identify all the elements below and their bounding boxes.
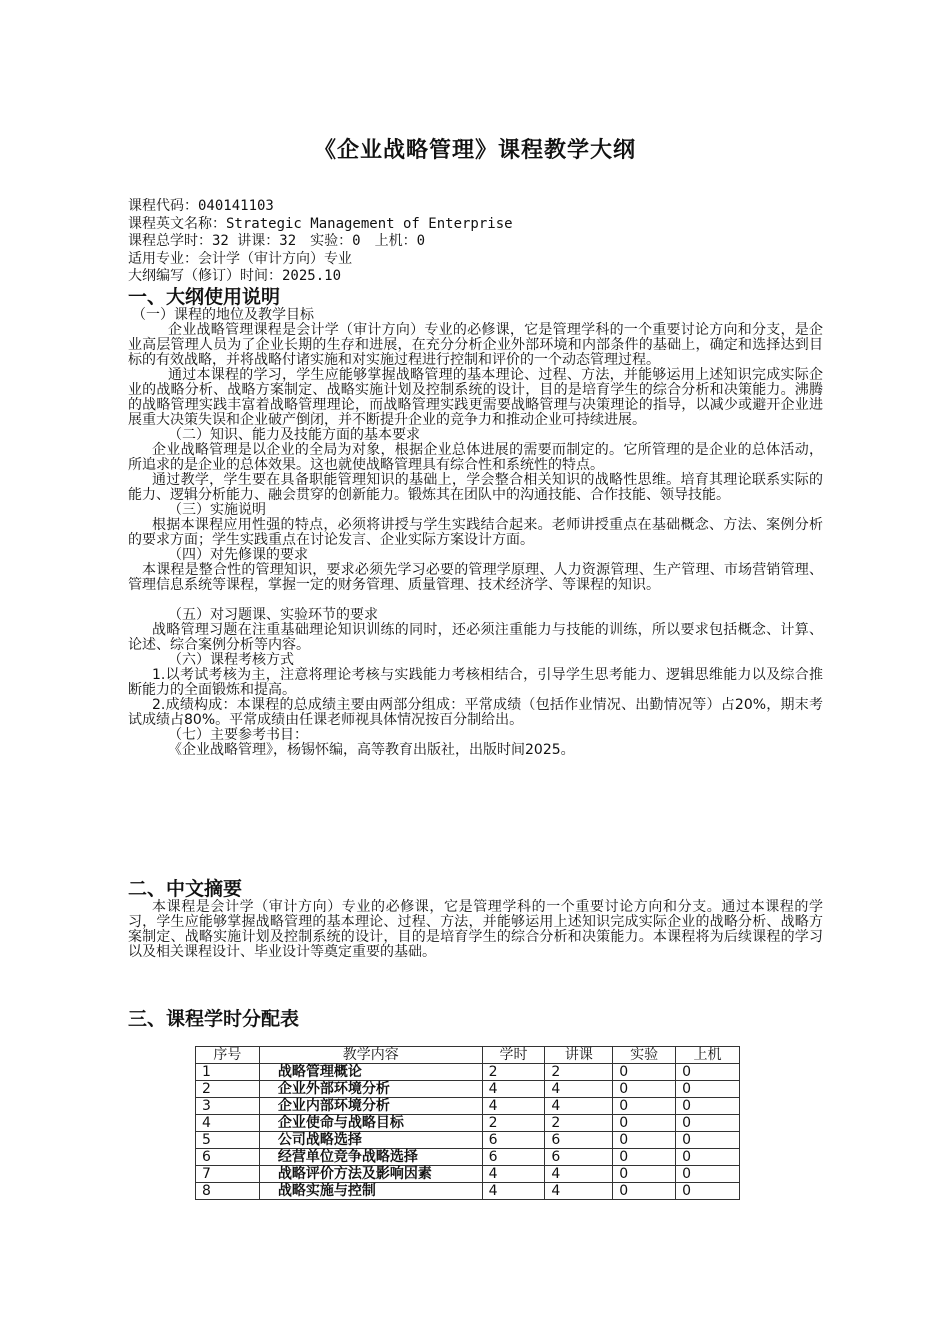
cell-content: 公司战略选择	[259, 1132, 482, 1149]
table-header-row	[196, 1047, 740, 1064]
table-row	[196, 1115, 740, 1132]
cell-content: 战略管理概论	[259, 1064, 482, 1081]
cell-content: 企业使命与战略目标	[259, 1115, 482, 1132]
cell-content: 企业外部环境分析	[259, 1081, 482, 1098]
subsection-2-paragraph-2: 通过教学，学生要在具备职能管理知识的基础上，学会整合相关知识的战略性思维。培育其理论联系实际的能力、逻辑分析能力、融会贯穿的创新能力。锻炼其在团队中的沟通技能、合作技能、领导技能。	[128, 472, 823, 503]
subsection-6-paragraph-1: 1.以考试考核为主，注意将理论考核与实践能力考核相结合，引导学生思考能力、逻辑思维能力以及综合推断能力的全面锻炼和提高。	[128, 667, 823, 698]
subsection-6-title: （六）课程考核方式	[168, 652, 294, 668]
table-row	[196, 1166, 740, 1183]
subsection-5-paragraph-1: 战略管理习题在注重基础理论知识训练的同时，还必须注重能力与技能的训练，所以要求包括概念、计算、论述、综合案例分析等内容。	[128, 622, 823, 653]
subsection-1-paragraph-1: 企业战略管理课程是会计学（审计方向）专业的必修课，它是管理学科的一个重要讨论方向和分支，是企业高层管理人员为了企业长期的生存和进展，在充分分析企业外部环境和内部条件的基础上，确定和选择达到目标的有效战略，并将战略付诸实施和对实施过程进行控制和评价的一个动态管理过程。	[128, 322, 823, 368]
course-hours: 课程总学时：32 讲课：32 实验：0 上机：0	[128, 233, 425, 250]
cell-lecture: 4	[545, 1166, 613, 1183]
cell-hours: 4	[482, 1081, 545, 1098]
cell-hours: 6	[482, 1149, 545, 1166]
header-computer: 上机	[676, 1047, 740, 1064]
subsection-4-paragraph-1: 本课程是整合性的管理知识，要求必须先学习必要的管理学原理、人力资源管理、生产管理、市场营销管理、管理信息系统等课程，掌握一定的财务管理、质量管理、技术经济学、等课程的知识。	[128, 562, 823, 593]
section-2-heading: 二、中文摘要	[128, 878, 243, 900]
subsection-7-title: （七）主要参考书目：	[168, 727, 308, 743]
cell-index: 4	[196, 1115, 260, 1132]
subsection-1-title: （一）课程的地位及教学目标	[132, 307, 314, 323]
section-3	[128, 1008, 823, 1030]
cell-lab: 0	[613, 1115, 676, 1132]
table-row	[196, 1183, 740, 1200]
cell-lab: 0	[613, 1183, 676, 1200]
cell-lecture: 6	[545, 1149, 613, 1166]
cell-lab: 0	[613, 1064, 676, 1081]
cell-content: 战略评价方法及影响因素	[259, 1166, 482, 1183]
course-meta	[128, 198, 513, 286]
cell-lecture: 2	[545, 1064, 613, 1081]
subsection-6-paragraph-2: 2.成绩构成：本课程的总成绩主要由两部分组成：平常成绩（包括作业情况、出勤情况等）占20%，期末考试成绩占80%。平常成绩由任课老师视具体情况按百分制给出。	[128, 697, 823, 728]
cell-lab: 0	[613, 1149, 676, 1166]
header-index: 序号	[196, 1047, 260, 1064]
reference-book: 《企业战略管理》，杨锡怀编，高等教育出版社，出版时间2025。	[168, 742, 575, 758]
subsection-1-paragraph-2: 通过本课程的学习，学生应能够掌握战略管理的基本理论、过程、方法，并能够运用上述知识完成实际企业的战略分析、战略方案制定、战略实施计划及控制系统的设计，目的是培育学生的综合分析和决策能力。沸腾的战略管理实践丰富着战略管理理论，而战略管理实践更需要战略管理与决策理论的指导，以减少或避开企业进展重大决策失误和企业破产倒闭，并不断提升企业的竞争力和推动企业可持续进展。	[128, 367, 823, 428]
cell-lecture: 2	[545, 1115, 613, 1132]
table-row	[196, 1132, 740, 1149]
table-row	[196, 1098, 740, 1115]
subsection-2-paragraph-1: 企业战略管理是以企业的全局为对象，根据企业总体进展的需要而制定的。它所管理的是企业的总体活动，所追求的是企业的总体效果。这也就使战略管理具有综合性和系统性的特点。	[128, 442, 823, 473]
document-title: 《企业战略管理》课程教学大纲	[313, 137, 636, 163]
header-content: 教学内容	[259, 1047, 482, 1064]
cell-computer: 0	[676, 1098, 740, 1115]
cell-lecture: 6	[545, 1132, 613, 1149]
cell-lecture: 4	[545, 1081, 613, 1098]
cell-computer: 0	[676, 1115, 740, 1132]
cell-lab: 0	[613, 1098, 676, 1115]
cell-hours: 2	[482, 1115, 545, 1132]
cell-computer: 0	[676, 1132, 740, 1149]
cell-index: 5	[196, 1132, 260, 1149]
cell-content: 经营单位竞争战略选择	[259, 1149, 482, 1166]
hours-table	[195, 1046, 740, 1200]
subsection-4-title: （四）对先修课的要求	[168, 547, 308, 563]
cell-lab: 0	[613, 1132, 676, 1149]
cell-lecture: 4	[545, 1183, 613, 1200]
cell-lab: 0	[613, 1166, 676, 1183]
cell-hours: 4	[482, 1183, 545, 1200]
section-3-heading: 三、课程学时分配表	[128, 1008, 300, 1030]
cell-index: 7	[196, 1166, 260, 1183]
subsection-2-title: （二）知识、能力及技能方面的基本要求	[168, 427, 420, 443]
course-english-name: 课程英文名称：Strategic Management of Enterprise	[128, 215, 513, 232]
section-1-heading: 一、大纲使用说明	[128, 286, 281, 308]
cell-index: 8	[196, 1183, 260, 1200]
table-row	[196, 1064, 740, 1081]
cell-computer: 0	[676, 1166, 740, 1183]
section-2	[128, 878, 823, 960]
course-revision-date: 大纲编写（修订）时间：2025.10	[128, 268, 342, 285]
header-lecture: 讲课	[545, 1047, 613, 1064]
course-code: 课程代码：040141103	[128, 198, 274, 214]
table-row	[196, 1149, 740, 1166]
cell-hours: 2	[482, 1064, 545, 1081]
cell-hours: 4	[482, 1166, 545, 1183]
cell-index: 1	[196, 1064, 260, 1081]
header-lab: 实验	[613, 1047, 676, 1064]
cell-computer: 0	[676, 1064, 740, 1081]
table-row	[196, 1081, 740, 1098]
cell-hours: 6	[482, 1132, 545, 1149]
cell-computer: 0	[676, 1081, 740, 1098]
cell-index: 3	[196, 1098, 260, 1115]
cell-hours: 4	[482, 1098, 545, 1115]
subsection-5-title: （五）对习题课、实验环节的要求	[168, 607, 378, 623]
cell-computer: 0	[676, 1149, 740, 1166]
cell-content: 战略实施与控制	[259, 1183, 482, 1200]
cell-computer: 0	[676, 1183, 740, 1200]
cell-index: 6	[196, 1149, 260, 1166]
abstract-paragraph: 本课程是会计学（审计方向）专业的必修课，它是管理学科的一个重要讨论方向和分支。通过本课程的学习，学生应能够掌握战略管理的基本理论、过程、方法，并能够运用上述知识完成实际企业的战略分析、战略方案制定、战略实施计划及控制系统的设计，目的是培育学生的综合分析和决策能力。本课程将为后续课程的学习以及相关课程设计、毕业设计等奠定重要的基础。	[128, 899, 823, 960]
cell-lecture: 4	[545, 1098, 613, 1115]
cell-content: 企业内部环境分析	[259, 1098, 482, 1115]
subsection-3-title: （三）实施说明	[168, 502, 266, 518]
subsection-3-paragraph-1: 根据本课程应用性强的特点，必须将讲授与学生实践结合起来。老师讲授重点在基础概念、方法、案例分析的要求方面；学生实践重点在讨论发言、企业实际方案设计方面。	[128, 517, 823, 548]
section-1	[128, 286, 823, 758]
cell-index: 2	[196, 1081, 260, 1098]
course-major: 适用专业：会计学（审计方向）专业	[128, 250, 352, 267]
header-hours: 学时	[482, 1047, 545, 1064]
cell-lab: 0	[613, 1081, 676, 1098]
